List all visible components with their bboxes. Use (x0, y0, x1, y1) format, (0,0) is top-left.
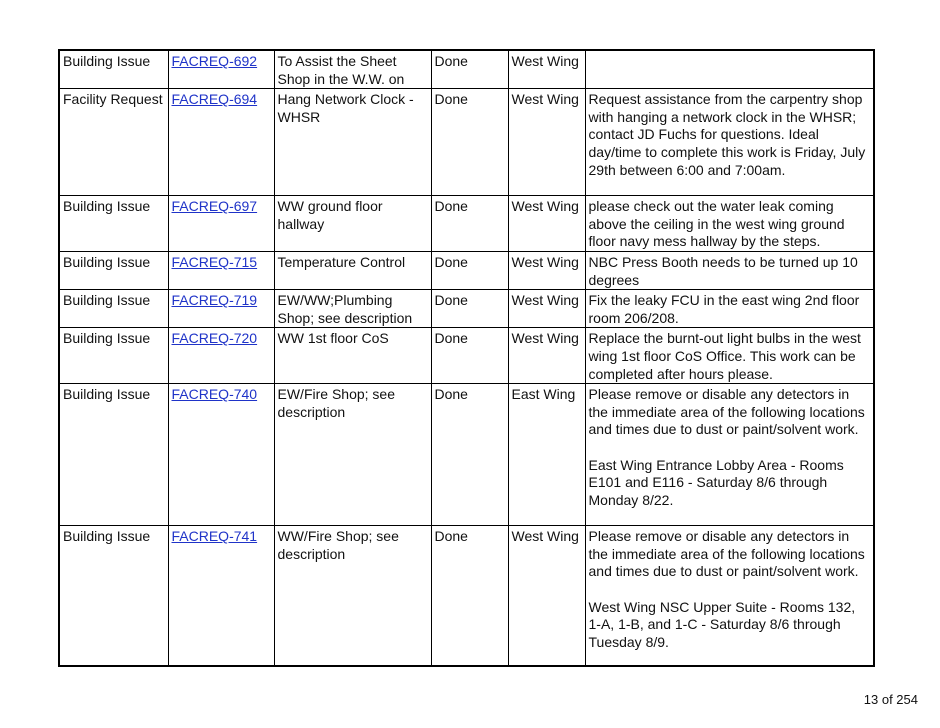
cell-location (508, 328, 585, 384)
issue-type: Building Issue (63, 528, 151, 545)
issue-summary: Hang Network Clock - WHSR (277, 91, 414, 125)
issue-summary: To Assist the Sheet Shop in the W.W. on (277, 53, 405, 87)
issue-status: Done (434, 253, 468, 270)
issue-type: Building Issue (63, 292, 151, 309)
issue-location: West Wing (511, 292, 579, 309)
cell-type (59, 328, 168, 384)
cell-location (508, 526, 585, 666)
description-paragraph: Fix the leaky FCU in the east wing 2nd floor room 206/208. (588, 292, 860, 326)
issue-type: Building Issue (63, 386, 151, 403)
issue-type: Building Issue (63, 53, 151, 69)
cell-status (431, 290, 508, 328)
cell-description (585, 196, 874, 252)
description-paragraph: Request assistance from the carpentry shop with hanging a network clock in the WHSR; contact JD Fuchs for questions. Ideal day/time to complete this work is Friday, July 29th between 6:00 and 7:00am. (588, 91, 866, 178)
issue-type: Building Issue (63, 198, 151, 215)
cell-location (508, 251, 585, 289)
issue-key-link[interactable]: FACREQ-715 (171, 253, 258, 270)
issue-summary: WW ground floor hallway (277, 198, 383, 232)
cell-status (431, 328, 508, 384)
cell-status (431, 384, 508, 526)
issue-location: West Wing (511, 91, 579, 108)
cell-description (585, 290, 874, 328)
cell-description (585, 526, 874, 666)
cell-summary (274, 196, 431, 252)
cell-key (168, 526, 274, 666)
issue-key-link[interactable]: FACREQ-740 (171, 386, 258, 403)
issue-key-link[interactable]: FACREQ-719 (171, 292, 258, 309)
issue-summary: WW 1st floor CoS (277, 330, 389, 347)
issue-location: East Wing (511, 386, 576, 403)
cell-type (59, 89, 168, 196)
cell-location (508, 384, 585, 526)
issue-location: West Wing (511, 330, 579, 347)
issue-key-link[interactable]: FACREQ-692 (171, 53, 258, 69)
issue-status: Done (434, 198, 468, 215)
cell-description (585, 384, 874, 526)
page-number: 13 of 254 (863, 692, 918, 707)
cell-type (59, 50, 168, 89)
cell-status (431, 196, 508, 252)
cell-summary (274, 89, 431, 196)
cell-location (508, 50, 585, 89)
description-paragraph: NBC Press Booth needs to be turned up 10 degrees (588, 253, 858, 288)
table-row (59, 251, 874, 289)
cell-description (585, 251, 874, 289)
issue-status: Done (434, 528, 468, 545)
issue-key-link[interactable]: FACREQ-694 (171, 91, 258, 108)
cell-key (168, 328, 274, 384)
cell-description (585, 89, 874, 196)
issue-status: Done (434, 386, 468, 403)
cell-location (508, 196, 585, 252)
cell-status (431, 50, 508, 89)
cell-key (168, 384, 274, 526)
cell-summary (274, 50, 431, 89)
table-row (59, 384, 874, 526)
table-row (59, 526, 874, 666)
issue-status: Done (434, 91, 468, 108)
cell-key (168, 50, 274, 89)
cell-summary (274, 526, 431, 666)
table-row (59, 89, 874, 196)
cell-status (431, 89, 508, 196)
table-row (59, 50, 874, 89)
cell-location (508, 290, 585, 328)
cell-type (59, 251, 168, 289)
cell-status (431, 251, 508, 289)
description-paragraph: Replace the burnt-out light bulbs in the west wing 1st floor CoS Office. This work can be completed after hours please. (588, 330, 861, 382)
issue-status: Done (434, 292, 468, 309)
issue-location: West Wing (511, 53, 579, 69)
cell-type (59, 290, 168, 328)
issue-location: West Wing (511, 253, 579, 270)
issue-key-link[interactable]: FACREQ-720 (171, 330, 258, 347)
cell-type (59, 526, 168, 666)
table-row (59, 328, 874, 384)
cell-status (431, 526, 508, 666)
description-paragraph: please check out the water leak coming above the ceiling in the west wing ground floor navy mess hallway by the steps. (588, 198, 845, 250)
cell-description (585, 328, 874, 384)
cell-location (508, 89, 585, 196)
issue-location: West Wing (511, 528, 579, 545)
issue-type: Facility Request (63, 91, 163, 108)
table-row (59, 196, 874, 252)
issue-location: West Wing (511, 198, 579, 215)
issue-summary: EW/WW;Plumbing Shop; see description (277, 292, 413, 326)
description-paragraph: Please remove or disable any detectors in the immediate area of the following locations and times due to dust or paint/solvent work. (588, 386, 865, 438)
issues-table (58, 49, 875, 667)
description-paragraph: Please remove or disable any detectors in the immediate area of the following locations and times due to dust or paint/solvent work. (588, 528, 865, 580)
cell-type (59, 384, 168, 526)
cell-key (168, 290, 274, 328)
issue-summary: EW/Fire Shop; see description (277, 386, 395, 420)
cell-type (59, 196, 168, 252)
issue-status: Done (434, 330, 468, 347)
issue-type: Building Issue (63, 330, 151, 347)
cell-key (168, 89, 274, 196)
description-paragraph: West Wing NSC Upper Suite - Rooms 132, 1-A, 1-B, and 1-C - Saturday 8/6 through Tuesday 8/9. (588, 598, 856, 650)
issue-status: Done (434, 53, 468, 69)
table-row (59, 290, 874, 328)
cell-summary (274, 328, 431, 384)
cell-key (168, 251, 274, 289)
cell-summary (274, 251, 431, 289)
cell-key (168, 196, 274, 252)
issue-type: Building Issue (63, 253, 151, 270)
issue-summary: Temperature Control (277, 253, 406, 270)
issue-key-link[interactable]: FACREQ-697 (171, 198, 258, 215)
cell-description (585, 50, 874, 89)
cell-summary (274, 384, 431, 526)
issue-key-link[interactable]: FACREQ-741 (171, 528, 258, 545)
cell-summary (274, 290, 431, 328)
description-paragraph: East Wing Entrance Lobby Area - Rooms E101 and E116 - Saturday 8/6 through Monday 8/22. (588, 456, 844, 508)
issue-summary: WW/Fire Shop; see description (277, 528, 399, 562)
